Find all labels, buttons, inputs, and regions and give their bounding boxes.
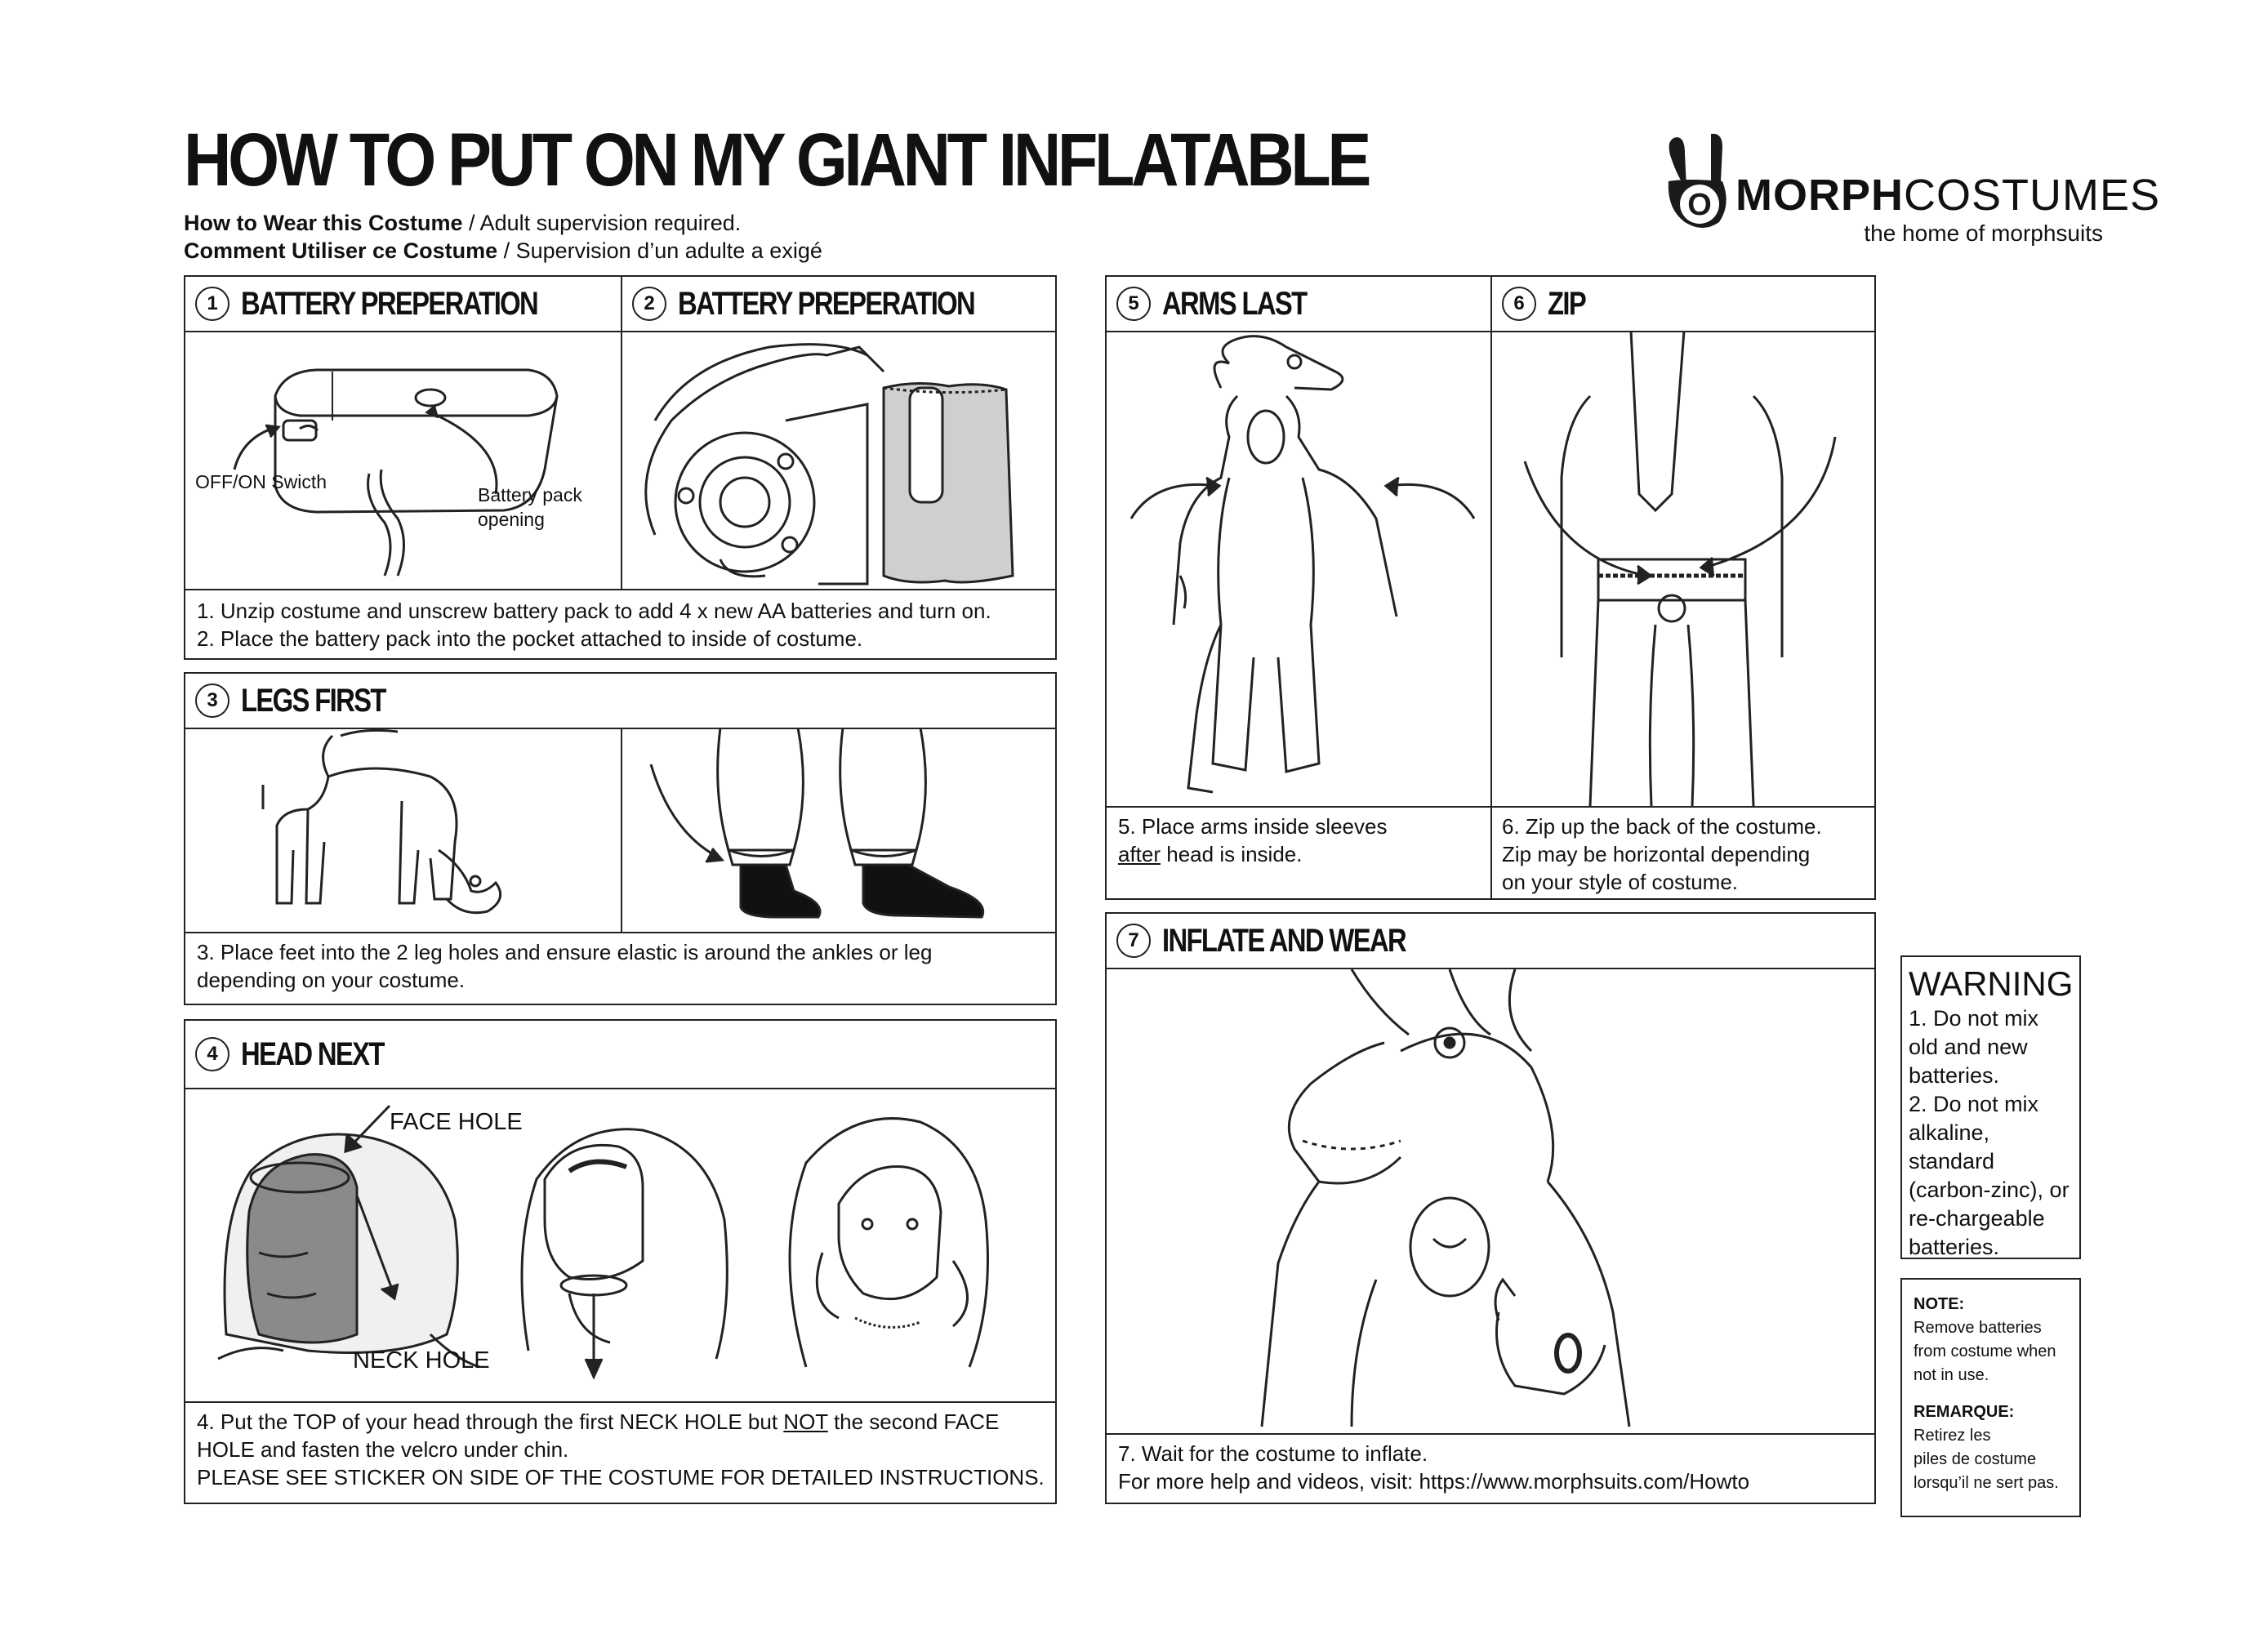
logo-text-bold: MORPH [1735, 171, 1904, 220]
step-title: BATTERY PREPERATION [241, 285, 538, 322]
legs-costume-illustration [185, 728, 622, 932]
step-7-caption: 7. Wait for the costume to inflate. For more help and videos, visit: https://www.morphsuits.com/Howto [1118, 1441, 1750, 1494]
feet-into-legs-illustration [622, 728, 1059, 932]
step-title: ZIP [1548, 285, 1586, 322]
fan-pocket-illustration [622, 331, 1059, 589]
step-4-panel [184, 1019, 1057, 1504]
step-1-2-caption: 1. Unzip costume and unscrew battery pack to add 4 x new AA batteries and turn on. 2. Place the battery pack into the pocket attached to inside of costume. [197, 599, 991, 651]
step-3-panel [184, 672, 1057, 1005]
arms-in-sleeves-illustration [1107, 331, 1490, 806]
step-number-badge: 2 [632, 287, 666, 321]
step-6-header [1492, 277, 1874, 331]
step-1-header [185, 277, 622, 331]
brand-logo [1654, 131, 2161, 253]
step-7-panel [1105, 912, 1876, 1504]
step-4-header [185, 1021, 1055, 1089]
warning-body: 1. Do not mix old and new batteries. 2. Do not mix alkaline, standard (carbon-zinc), or re-chargeable batteries. [1909, 1006, 2070, 1259]
step-number-badge: 3 [195, 684, 229, 718]
step-5-caption: 5. Place arms inside sleeves after head is inside. [1118, 814, 1388, 866]
step-number-badge: 5 [1116, 287, 1151, 321]
step-5-header [1107, 277, 1492, 331]
step-5-6-header [1107, 277, 1874, 332]
warning-box [1900, 955, 2081, 1259]
step-number-badge: 7 [1116, 924, 1151, 958]
step-1-2-panel [184, 275, 1057, 660]
logo-tagline: the home of morphsuits [1864, 220, 2103, 246]
switch-label: OFF/ON Swicth [195, 471, 327, 492]
step-title: HEAD NEXT [241, 1035, 384, 1072]
note-en: NOTE: Remove batteries from costume when not in use. [1914, 1295, 2056, 1384]
step-title: LEGS FIRST [241, 682, 385, 719]
page-title: HOW TO PUT ON MY GIANT INFLATABLE [184, 118, 1368, 202]
step-4-caption: 4. Put the TOP of your head through the first NECK HOLE but NOT the second FACE HOLE and fasten the velcro under chin. PLEASE SEE STICKER ON SIDE OF THE COSTUME FOR DETAILED INSTRUCTIONS. [197, 1409, 1045, 1489]
step-title: INFLATE AND WEAR [1162, 922, 1406, 959]
step-number-badge: 1 [195, 287, 229, 321]
step-5-6-panel [1105, 275, 1876, 900]
head-through-hole-illustration [185, 1089, 1057, 1400]
step-2-header [622, 277, 1055, 331]
svg-text:O: O [1687, 188, 1712, 222]
inflated-costume-illustration [1107, 969, 1876, 1433]
zip-back-illustration [1492, 331, 1878, 806]
subtitle-fr: Comment Utiliser ce Costume / Supervision d’un adulte a exigé [184, 238, 822, 263]
battery-pack-illustration [185, 331, 622, 589]
warning-title: WARNING [1909, 964, 2074, 1003]
step-7-header [1107, 914, 1874, 969]
step-3-caption: 3. Place feet into the 2 leg holes and ensure elastic is around the ankles or leg depending on your costume. [197, 940, 933, 992]
step-number-badge: 4 [195, 1037, 229, 1071]
step-3-header [185, 674, 1055, 729]
neck-hole-label: NECK HOLE [353, 1347, 490, 1374]
note-fr: REMARQUE: Retirez les piles de costume lorsqu’il ne sert pas. [1914, 1403, 2059, 1492]
logo-text-light: COSTUMES [1904, 171, 2161, 220]
step-title: ARMS LAST [1162, 285, 1307, 322]
step-title: BATTERY PREPERATION [678, 285, 975, 322]
step-1-2-header [185, 277, 1055, 332]
step-6-caption: 6. Zip up the back of the costume. Zip may be horizontal depending on your style of costume. [1502, 814, 1822, 894]
opening-label-2: opening [478, 509, 545, 530]
subtitle-en: How to Wear this Costume / Adult supervision required. [184, 211, 742, 235]
step-number-badge: 6 [1502, 287, 1536, 321]
opening-label-1: Battery pack [478, 484, 582, 505]
note-box [1900, 1278, 2081, 1517]
rock-hand-icon [1654, 131, 1744, 237]
face-hole-label: FACE HOLE [390, 1109, 523, 1135]
